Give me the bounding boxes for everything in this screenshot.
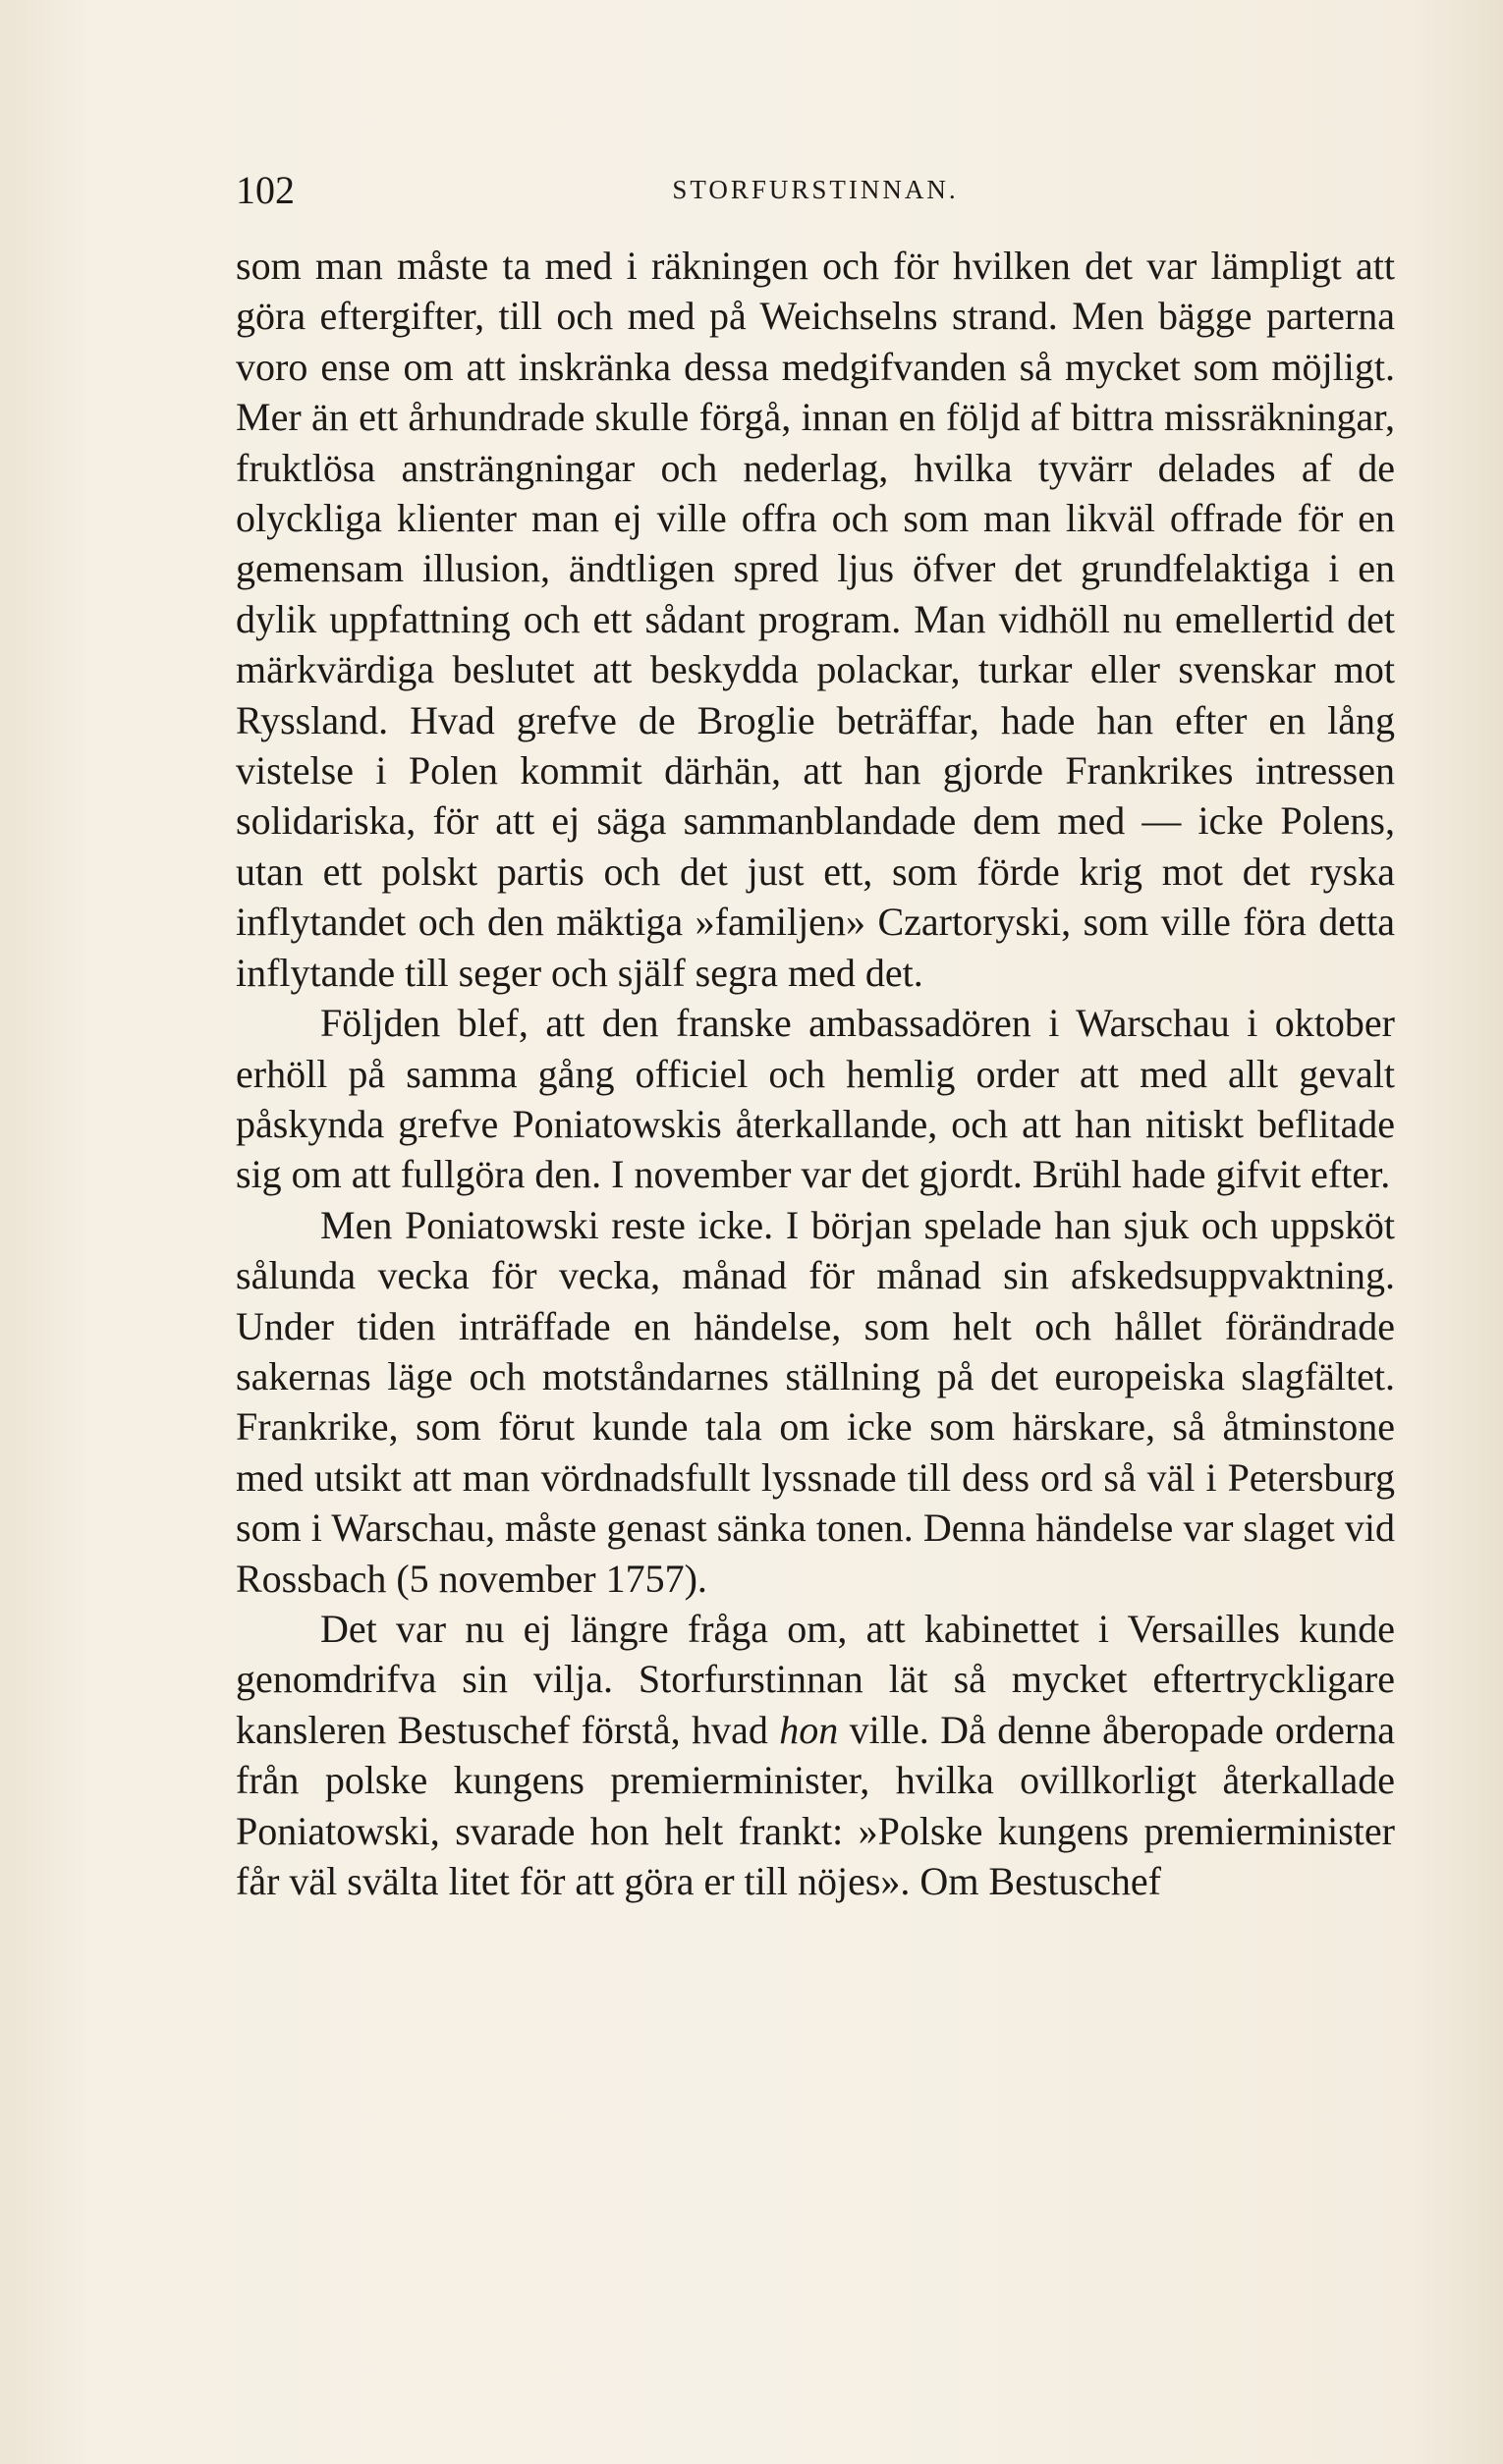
paragraph-4-text-end: ville. Då denne åberopade orderna från polske kungens premierminister, hvilka ovillkorligt återkallade Poniatowski, svarade hon helt frankt: »Polske kungens premierminister får väl svälta litet för att göra er till nöjes». Om Bestuschef [236, 1707, 1395, 1903]
emphasized-word: hon [779, 1707, 839, 1752]
page-number: 102 [236, 168, 295, 212]
paragraph-4-text-start: Det var nu ej längre fråga om, att kabinettet i Versailles kunde genomdrifva sin vilja. Storfurstinnan lät så mycket eftertryckligare kansleren Bestuschef förstå, hvad [236, 1606, 1395, 1752]
paragraph-2: Följden blef, att den franske ambassadören i Warschau i oktober erhöll på samma gång officiel och hemlig order att med allt gevalt påskynda grefve Poniatowskis återkallande, och att han nitiskt beflitade sig om att fullgöra den. I november var det gjordt. Brühl hade gifvit efter. [236, 1001, 1395, 1197]
paragraph-3: Men Poniatowski reste icke. I början spelade han sjuk och uppsköt sålunda vecka för vecka, månad för månad sin afskedsuppvaktning. Under tiden inträffade en händelse, som helt och hållet förändrade sakernas läge och motståndarnes ställning på det europeiska slagfältet. Frankrike, som förut kunde tala om icke som härskare, så åtminstone med utsikt att man vördnadsfullt lyssnade till dess ord så väl i Petersburg som i Warschau, måste genast sänka tonen. Denna händelse var slaget vid Rossbach (5 november 1757). [236, 1202, 1395, 1601]
running-title: STORFURSTINNAN. [672, 175, 959, 204]
paragraph-1: som man måste ta med i räkningen och för hvilken det var lämpligt att göra eftergifter, till och med på Weichselns strand. Men bägge parterna voro ense om att inskränka dessa medgifvanden så mycket som möjligt. Mer än ett århundrade skulle förgå, innan en följd af bittra missräkningar, fruktlösa ansträngningar och nederlag, hvilka tyvärr delades af de olyckliga klienter man ej ville offra och som man likväl offrade för en gemensam illusion, ändtligen spred ljus öfver det grundfelaktiga i en dylik uppfattning och ett sådant program. Man vidhöll nu emellertid det märkvärdiga beslutet att beskydda polackar, turkar eller svenskar mot Ryssland. Hvad grefve de Broglie beträffar, hade han efter en lång vistelse i Polen kommit därhän, att han gjorde Frankrikes intressen solidariska, för att ej säga sammanblandade dem med — icke Polens, utan ett polskt partis och det just ett, som förde krig mot det ryska inflytandet och den mäktiga »familjen» Czartoryski, som ville föra detta inflytande till seger och själf segra med det. [236, 244, 1395, 995]
paragraph-4 [236, 1604, 1395, 1906]
body-text [236, 241, 1395, 1906]
page-header [236, 167, 1395, 216]
